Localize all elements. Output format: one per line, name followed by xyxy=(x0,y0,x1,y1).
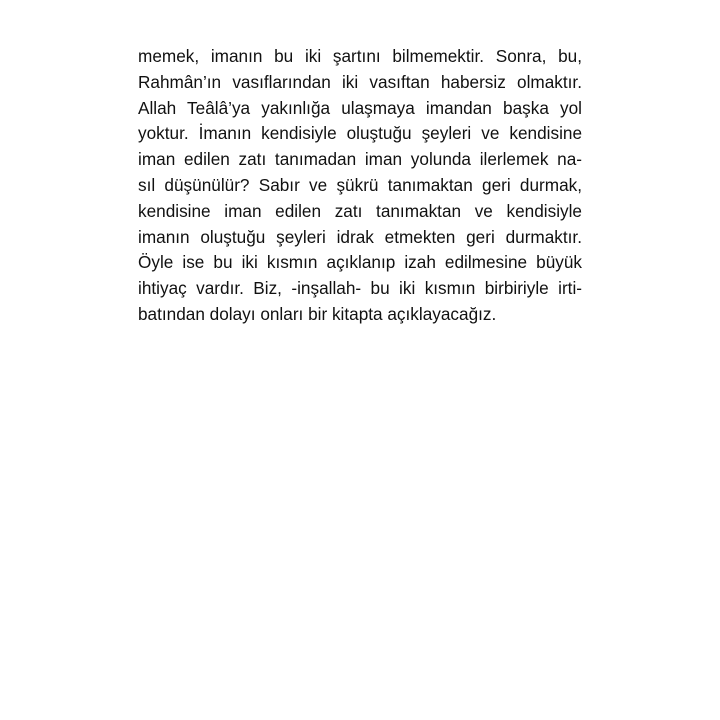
text-line: Allah Teâlâ’ya yakınlığa ulaşmaya imandan başka yol xyxy=(138,97,582,118)
text-line: iman edilen zatı tanımadan iman yolunda ilerlemek na- xyxy=(138,149,582,170)
text-line: batından dolayı onları bir kitapta açıklayacağız. xyxy=(138,303,497,324)
text-line: kendisine iman edilen zatı tanımaktan ve kendisiyle xyxy=(138,200,582,221)
text-line: Rahmân’ın vasıflarından iki vasıftan habersiz olmaktır. xyxy=(138,71,582,92)
body-paragraph xyxy=(138,44,582,328)
text-line: imanın oluştuğu şeyleri idrak etmekten geri durmaktır. xyxy=(138,226,582,247)
text-line: yoktur. İmanın kendisiyle oluştuğu şeyleri ve kendisine xyxy=(138,123,582,144)
text-line: memek, imanın bu iki şartını bilmemektir. Sonra, bu, xyxy=(138,46,582,66)
text-line: ihtiyaç vardır. Biz, -inşallah- bu iki kısmın birbiriyle irti- xyxy=(138,278,582,299)
text-line: Öyle ise bu iki kısmın açıklanıp izah edilmesine büyük xyxy=(138,252,582,273)
text-line: sıl düşünülür? Sabır ve şükrü tanımaktan geri durmak, xyxy=(138,174,582,195)
